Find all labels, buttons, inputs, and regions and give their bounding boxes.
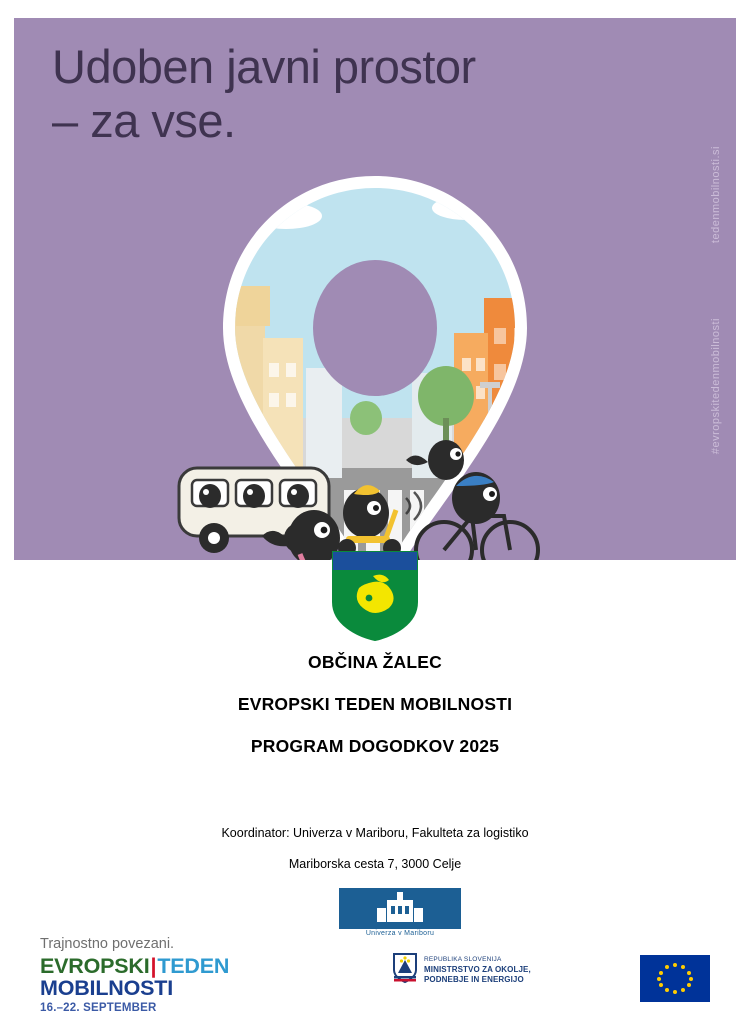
etm-tagline: Trajnostno povezani.: [40, 936, 175, 952]
ministry-logo: [392, 952, 531, 989]
ministry-text: [424, 956, 531, 984]
slovenia-coat-of-arms-icon: [392, 952, 418, 989]
coordinator-block: [0, 826, 750, 888]
european-mobility-week-logo: [40, 936, 320, 1014]
heading-event: EVROPSKI TEDEN MOBILNOSTI: [237, 694, 513, 714]
hero-vertical-url: tedenmobilnosti.si: [710, 146, 722, 244]
coordinator-line: Koordinator: Univerza v Mariboru, Fakulteta za logistiko: [221, 826, 529, 840]
european-union-flag: [640, 955, 710, 1002]
poster-headings: [0, 652, 750, 778]
etm-word-evropski: EVROPSKI: [40, 954, 150, 978]
university-building-icon: [339, 888, 461, 928]
ministry-line-3: PODNEBJE IN ENERGIJO: [424, 974, 524, 984]
coordinator-address: Mariborska cesta 7, 3000 Celje: [288, 857, 462, 871]
obcina-zalec-coat-of-arms: [329, 548, 421, 642]
hero-title: Udoben javni prostor – za vse.: [52, 40, 476, 148]
etm-wordmark: [40, 956, 320, 999]
map-pin-illustration: [14, 168, 736, 560]
ministry-line-2: MINISTRSTVO ZA OKOLJE,: [424, 964, 531, 974]
etm-separator: |: [150, 954, 157, 978]
poster-hero-banner: [14, 18, 736, 560]
heading-program: PROGRAM DOGODKOV 2025: [250, 736, 500, 756]
hero-vertical-hashtag: #evropskitedenmobilnosti: [710, 318, 722, 455]
etm-dates: 16.–22. SEPTEMBER: [40, 1002, 157, 1014]
university-of-maribor-logo: [339, 888, 461, 938]
university-caption: Univerza v Mariboru: [339, 928, 461, 937]
heading-municipality: OBČINA ŽALEC: [308, 652, 442, 672]
ministry-line-1: REPUBLIKA SLOVENIJA: [424, 956, 502, 964]
etm-word-mobilnosti: MOBILNOSTI: [40, 975, 173, 1000]
etm-word-teden: TEDEN: [157, 954, 230, 978]
